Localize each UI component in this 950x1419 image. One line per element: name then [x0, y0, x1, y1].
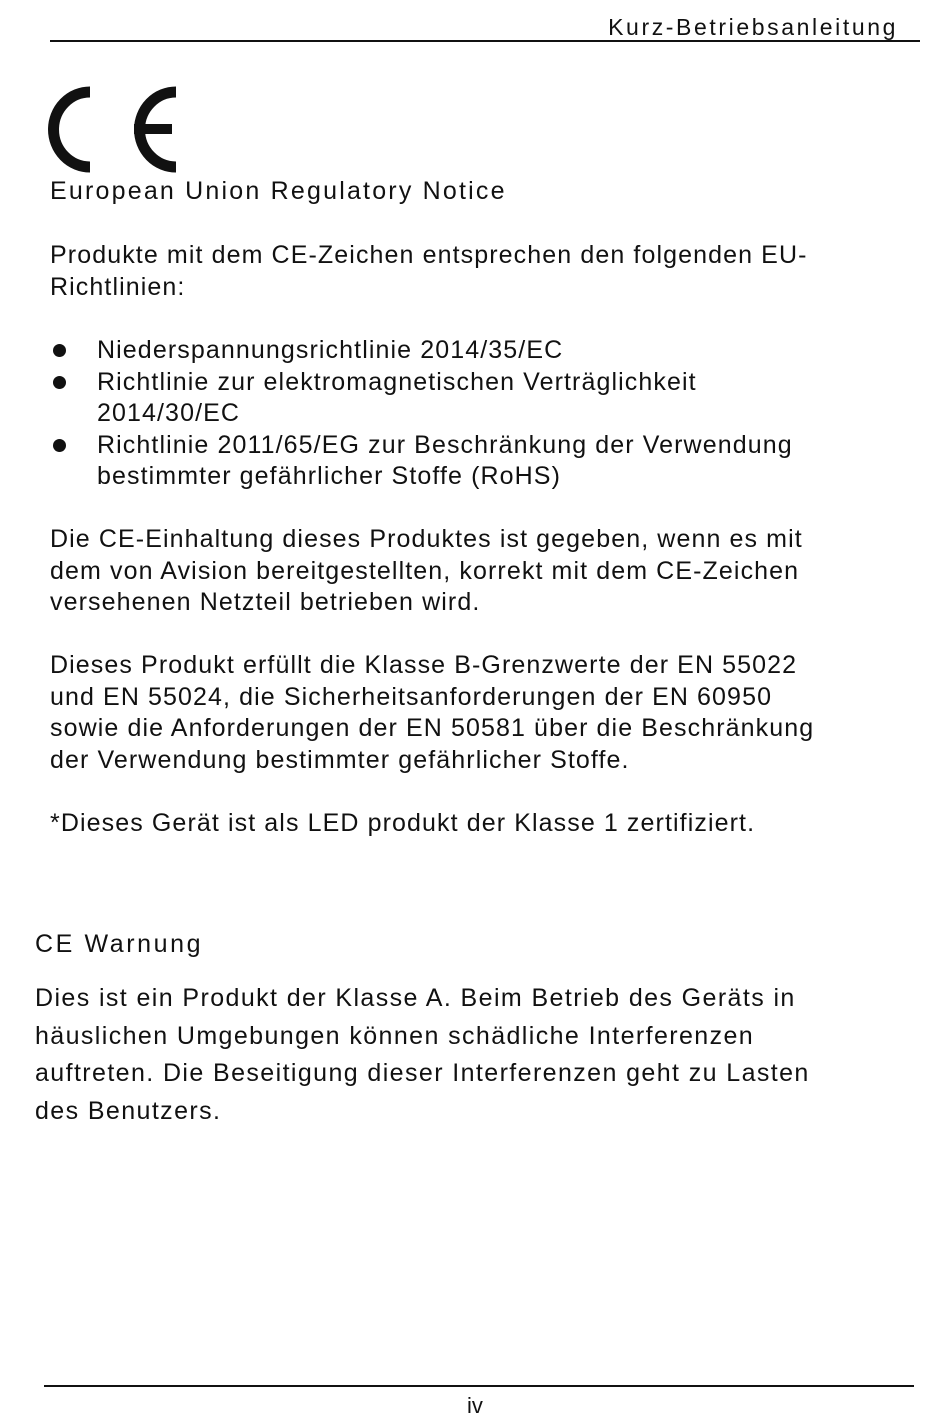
ce-warning-heading: CE Warnung — [35, 930, 204, 958]
page-header-title: Kurz-Betriebsanleitung — [608, 14, 898, 40]
directive-line: bestimmter gefährlicher Stoffe (RoHS) — [97, 462, 562, 490]
ce-mark-logo — [48, 82, 183, 177]
ce-mark-c-shape — [54, 92, 90, 167]
header-divider — [50, 40, 920, 42]
led-class-note: *Dieses Gerät ist als LED produkt der Klasse 1 zertifiziert. — [50, 809, 756, 837]
warning-line: häuslichen Umgebungen können schädliche Interferenzen — [35, 1021, 755, 1050]
warning-line: des Benutzers. — [35, 1096, 222, 1125]
directive-line: Niederspannungsrichtlinie 2014/35/EC — [97, 336, 564, 364]
bullet-dot-icon — [53, 439, 66, 452]
directive-item-low-voltage — [50, 335, 910, 367]
directive-line: Richtlinie zur elektromagnetischen Verträglichkeit — [97, 367, 697, 396]
intro-line: Richtlinien: — [50, 272, 186, 301]
compliance-line: versehenen Netzteil betrieben wird. — [50, 588, 481, 616]
bullet-dot-icon — [53, 344, 66, 357]
eu-notice-intro — [50, 240, 910, 303]
directive-list — [50, 335, 910, 493]
ce-compliance-paragraph — [50, 524, 910, 619]
bullet-dot-icon — [53, 376, 66, 389]
compliance-line: Die CE-Einhaltung dieses Produktes ist gegeben, wenn es mit — [50, 525, 803, 553]
warning-line: auftreten. Die Beseitigung dieser Interferenzen geht zu Lasten — [35, 1059, 810, 1087]
warning-line: Dies ist ein Produkt der Klasse A. Beim Betrieb des Geräts in — [35, 984, 796, 1012]
ce-warning-paragraph — [35, 980, 915, 1130]
limits-line: sowie die Anforderungen der EN 50581 über die Beschränkung — [50, 714, 815, 742]
page-number: iv — [467, 1393, 483, 1418]
footer-divider — [44, 1385, 914, 1387]
eu-notice-heading: European Union Regulatory Notice — [50, 177, 507, 205]
limits-line: und EN 55024, die Sicherheitsanforderungen der EN 60950 — [50, 682, 773, 711]
limits-paragraph — [50, 650, 910, 776]
directive-line: Richtlinie 2011/65/EG zur Beschränkung der Verwendung — [97, 430, 793, 459]
ce-mark-e-bar — [134, 124, 172, 134]
compliance-line: dem von Avision bereitgestellten, korrekt mit dem CE-Zeichen — [50, 556, 800, 585]
intro-line: Produkte mit dem CE-Zeichen entsprechen den folgenden EU- — [50, 241, 808, 269]
limits-line: der Verwendung bestimmter gefährlicher Stoffe. — [50, 745, 630, 774]
directive-item-emc — [50, 367, 910, 430]
directive-item-rohs — [50, 430, 910, 493]
directive-line: 2014/30/EC — [97, 399, 241, 427]
limits-line: Dieses Produkt erfüllt die Klasse B-Grenzwerte der EN 55022 — [50, 651, 798, 679]
